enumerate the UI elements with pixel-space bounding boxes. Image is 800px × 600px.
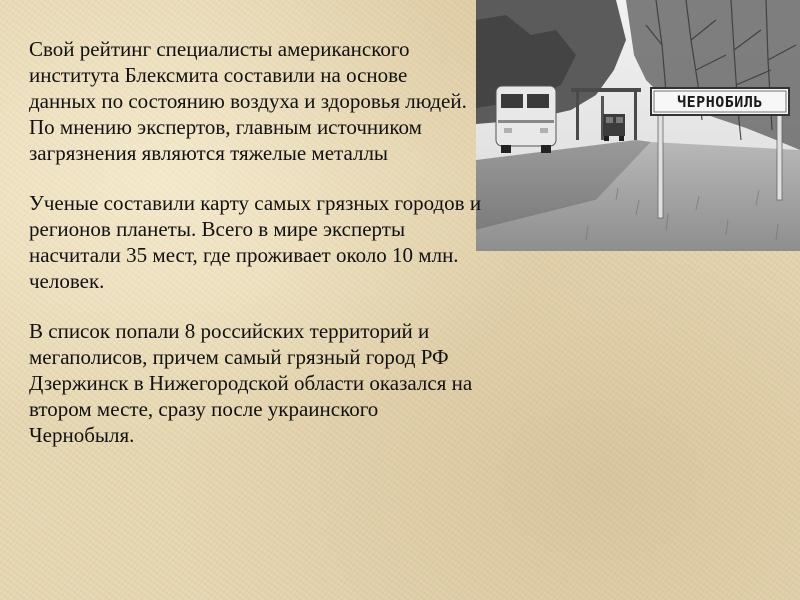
paragraph-3: В список попали 8 российских территорий и мегаполисов, причем самый грязный город РФ Дзержинск в Нижегородской области оказался на втором месте, сразу после украинского Чернобыля. — [29, 319, 473, 447]
sign-text: ЧЕРНОБИЛЬ — [677, 93, 763, 111]
text-block — [29, 36, 499, 448]
paragraph-1: Свой рейтинг специалисты американского института Блексмита составили на основе данных по состоянию воздуха и здоровья людей. По мнению экспертов, главным источником загрязнения являются тяжелые металлы — [29, 37, 467, 165]
paragraph-2: Ученые составили карту самых грязных городов и регионов планеты. Всего в мире эксперты насчитали 35 мест, где проживает около 10 млн. человек. — [29, 191, 482, 293]
bus-shape — [496, 86, 556, 153]
chernobyl-road-photo — [476, 0, 800, 251]
photo-illustration — [476, 0, 800, 251]
